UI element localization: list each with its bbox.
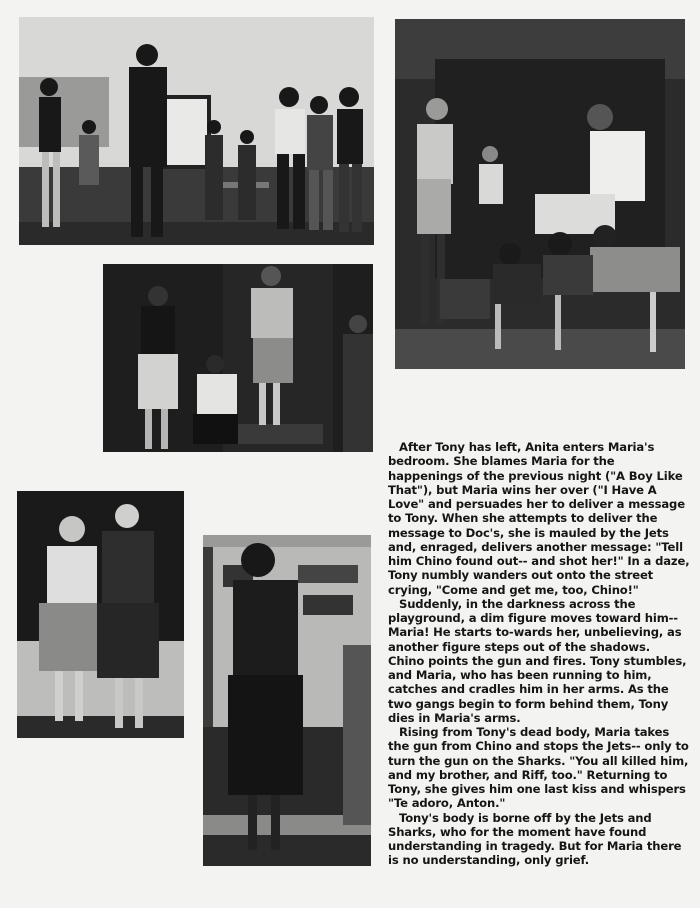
photo-gang-scene (19, 17, 374, 245)
story-paragraph-4: Tony's body is borne off by the Jets and Sharks, who for the moment have found understanding in tragedy. But for Maria there is no understanding, only grief. (388, 810, 682, 868)
story-paragraph-1: After Tony has left, Anita enters Maria's bedroom. She blames Maria for the happenings of the previous night ("A Boy Like That"), but Maria wins her over ("I Have A Love" and persuades her to deliver a message to Tony. When she attempts to deliver the message to Doc's, she is mauled by the Jets and, enraged, delivers another message: "Tell him Chino found out-- and shot her!" In a daze, Tony numbly wanders out onto the street crying, "Come and get me, too, Chino!" (388, 440, 690, 597)
photo-maria-final-scene (203, 535, 371, 866)
photo-anita-jets-scene (395, 19, 685, 369)
photo-maria-anita (17, 491, 184, 738)
photo-bedroom-scene (103, 264, 373, 452)
story-paragraph-3: Rising from Tony's dead body, Maria takes the gun from Chino and stops the Jets-- only to turn the gun on the Sharks. "You all killed him, and my brother, and Riff, too." Returning to Tony, she gives him one last kiss and whispers "Te adoro, Anton." (388, 725, 689, 811)
story-paragraph-2: Suddenly, in the darkness across the playground, a dim figure moves toward him-- Maria! He starts to-wards her, unbelieving, as another figure steps out of the shadows. Chino points the gun and fires. Tony stumbles, and Maria, who has been running to him, catches and cradles him in her arms. As the two gangs begin to form behind them, Tony dies in Maria's arms. (388, 596, 687, 725)
story-text (388, 440, 690, 868)
